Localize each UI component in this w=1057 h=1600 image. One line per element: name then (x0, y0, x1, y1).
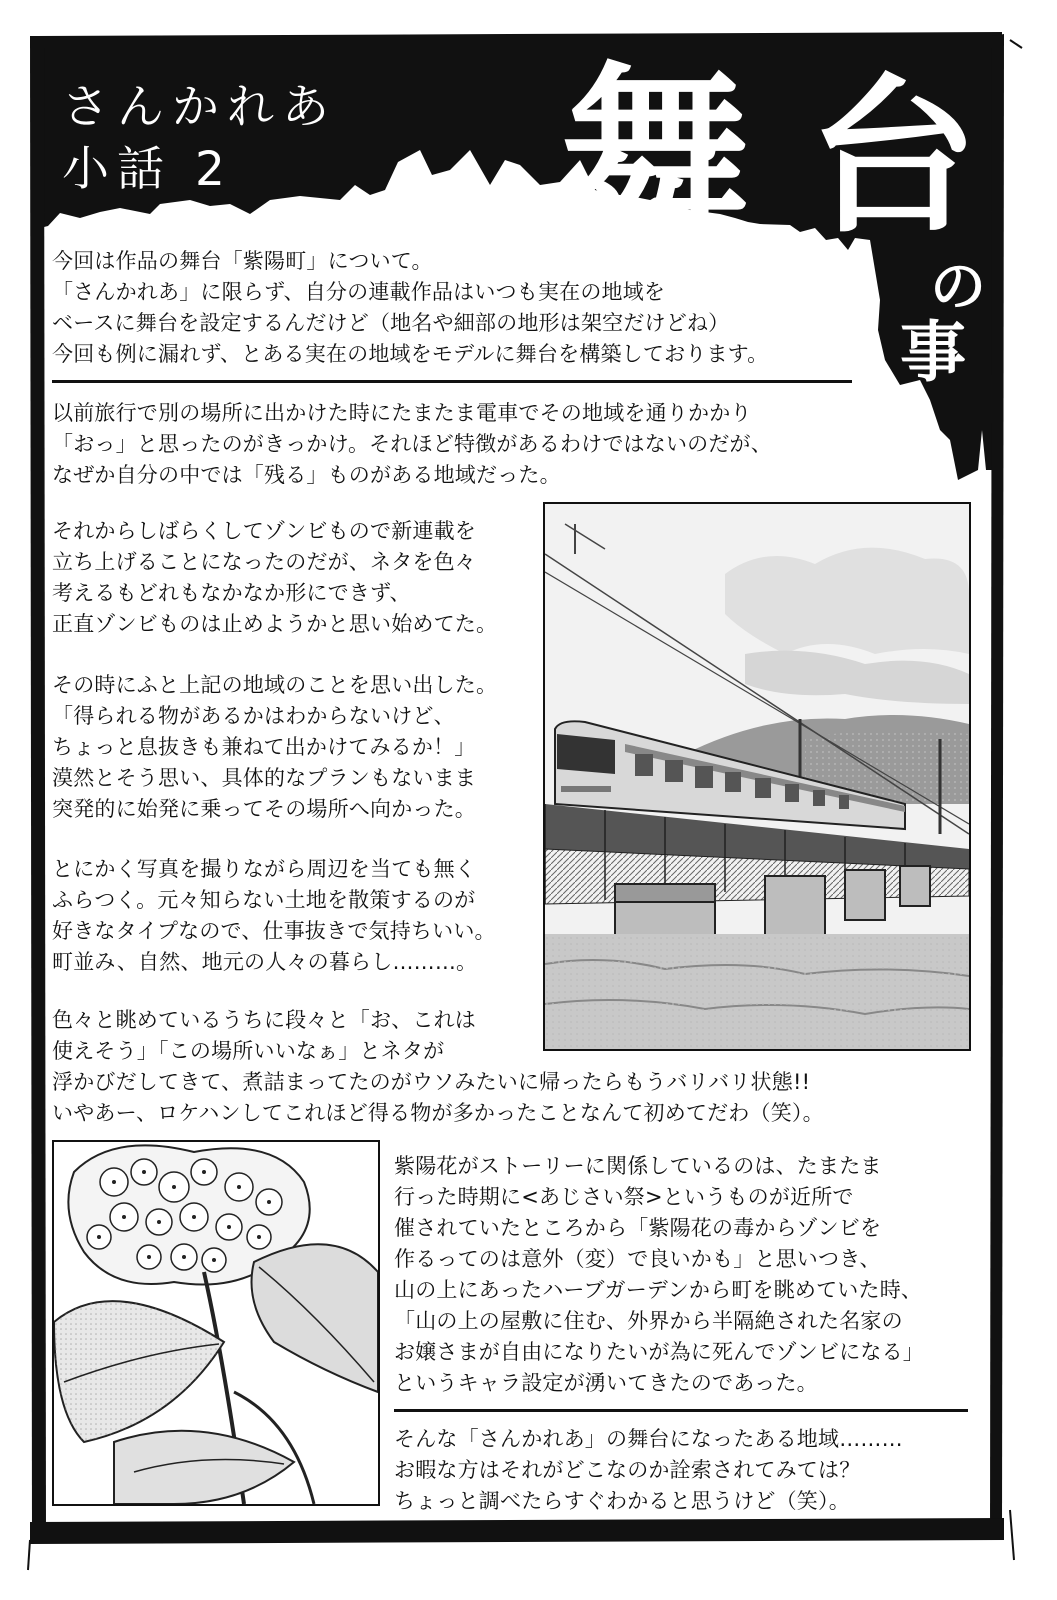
hydrangea-drawing (54, 1142, 378, 1504)
title-side-no: の (930, 255, 986, 320)
para5-line-4: いやあー、ロケハンしてこれほど得る物が多かったことなんて初めてだわ（笑）。 (52, 1101, 824, 1125)
train-bridge-illustration (543, 502, 971, 1051)
left-border (30, 36, 46, 1540)
para6-line-5: 山の上にあったハーブガーデンから町を眺めていた時、 (394, 1278, 923, 1302)
header-subtitle-line2: 小話 2 (62, 142, 233, 197)
para4-line-2: ふらつく。元々知らない土地を散策するのが (52, 888, 476, 912)
para2-line-1: それからしばらくしてゾンビもので新連載を (52, 519, 476, 543)
para1-line-1: 以前旅行で別の場所に出かけた時にたまたま電車でその地域を通りかかり (52, 401, 752, 425)
para2-line-3: 考えるもどれもなかなか形にできず、 (52, 581, 411, 605)
para6-line-8: というキャラ設定が湧いてきたのであった。 (394, 1371, 818, 1395)
hydrangea-illustration (52, 1140, 380, 1506)
title-char-dai: 台 (808, 59, 979, 257)
para2-line-2: 立ち上げることになったのだが、ネタを色々 (52, 550, 476, 574)
para5-line-1: 色々と眺めているうちに段々と「お、これは (52, 1008, 476, 1032)
bottom-border (30, 1518, 1004, 1544)
para6-line-7: お嬢さまが自由になりたいが為に死んでゾンビになる」 (394, 1340, 924, 1364)
para3-line-3: ちょっと息抜きも兼ねて出かけてみるか！」 (52, 735, 476, 759)
para7-line-1: そんな「さんかれあ」の舞台になったある地域……… (394, 1427, 903, 1451)
para5-line-3: 浮かびだしてきて、煮詰まってたのがウソみたいに帰ったらもうバリバリ状態!! (52, 1070, 811, 1094)
intro-line-3: ベースに舞台を設定するんだけど（地名や細部の地形は架空だけどね） (52, 311, 730, 335)
para1-line-3: なぜか自分の中では「残る」ものがある地域だった。 (52, 463, 561, 487)
train-bridge-drawing (545, 504, 969, 1049)
intro-line-2: 「さんかれあ」に限らず、自分の連載作品はいつも実在の地域を (52, 280, 666, 304)
para6-line-1: 紫陽花がストーリーに関係しているのは、たまたま (394, 1154, 882, 1178)
para3-line-1: その時にふと上記の地域のことを思い出した。 (52, 673, 498, 697)
para4-line-3: 好きなタイプなので、仕事抜きで気持ちいい。 (52, 919, 496, 943)
header-subtitle-line1: さんかれあ (62, 80, 337, 135)
divider-2 (394, 1409, 968, 1412)
para4-line-1: とにかく写真を撮りながら周辺を当ても無く (52, 857, 476, 881)
para5-line-2: 使えそう」「この場所いいなぁ」とネタが (52, 1039, 445, 1063)
para3-line-4: 漠然とそう思い、具体的なプランもないまま (52, 766, 476, 790)
para6-line-3: 催されていたところから「紫陽花の毒からゾンビを (394, 1216, 882, 1240)
right-border (990, 34, 1004, 1540)
para6-line-2: 行った時期に<あじさい祭>というものが近所で (394, 1185, 854, 1209)
intro-line-4: 今回も例に漏れず、とある実在の地域をモデルに舞台を構築しております。 (52, 342, 769, 366)
para6-line-6: 「山の上の屋敷に住む、外界から半隔絶された名家の (394, 1309, 903, 1333)
para2-line-4: 正直ゾンビものは止めようかと思い始めてた。 (52, 612, 498, 636)
para4-line-4: 町並み、自然、地元の人々の暮らし………。 (52, 950, 478, 974)
para7-line-3: ちょっと調べたらすぐわかると思うけど（笑）。 (394, 1489, 850, 1513)
para6-line-4: 作るってのは意外（変）で良いかも」と思いつき、 (394, 1247, 881, 1271)
para1-line-2: 「おっ」と思ったのがきっかけ。それほど特徴があるわけではないのだが、 (52, 432, 772, 456)
intro-line-1: 今回は作品の舞台「紫陽町」について。 (52, 249, 433, 273)
para7-line-2: お暇な方はそれがどこなのか詮索されてみては？ (394, 1458, 861, 1482)
title-side-koto: 事 (900, 314, 966, 391)
para3-line-5: 突発的に始発に乗ってその場所へ向かった。 (52, 797, 476, 821)
para3-line-2: 「得られる物があるかはわからないけど、 (52, 704, 455, 728)
divider-1 (52, 380, 852, 383)
title-char-bu: 舞 (560, 47, 751, 268)
